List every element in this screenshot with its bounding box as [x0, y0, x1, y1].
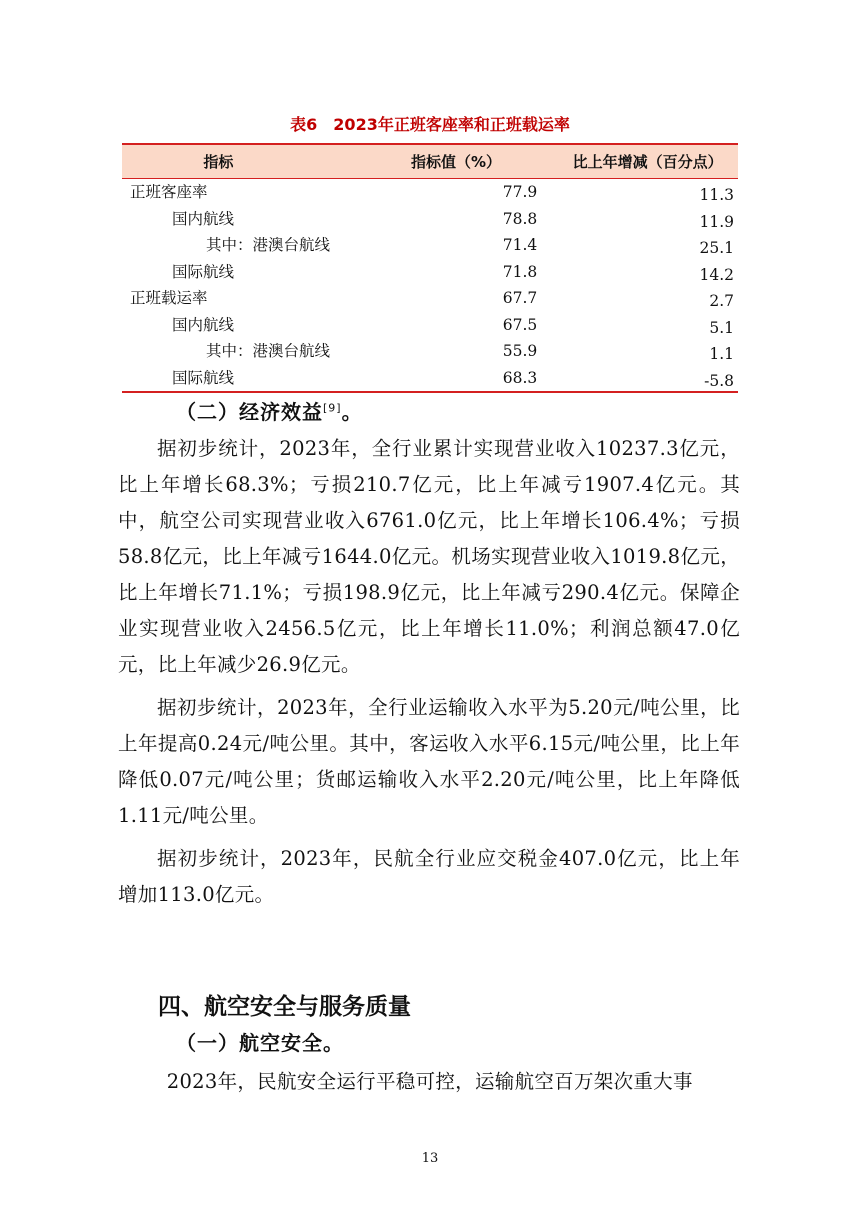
row-label: 正班载运率 — [130, 289, 208, 307]
row-value: 67.7 — [502, 289, 538, 307]
column-header-indicator: 指标 — [122, 144, 375, 179]
table-row — [122, 259, 738, 286]
row-value: 68.3 — [375, 365, 562, 393]
row-label: 其中：港澳台航线 — [206, 342, 331, 360]
table-header-row — [122, 144, 738, 179]
row-change-cell — [561, 312, 738, 339]
heading-end-punct: 。 — [341, 400, 363, 424]
row-change-cell — [561, 285, 738, 312]
row-change-cell — [561, 365, 738, 393]
row-change: 25.1 — [699, 239, 734, 257]
row-label: 国际航线 — [122, 365, 375, 393]
load-factor-table — [122, 143, 738, 393]
row-change: 11.3 — [699, 186, 734, 204]
row-change-cell — [561, 179, 738, 206]
row-label: 国内航线 — [172, 209, 235, 228]
row-label: 其中：港澳台航线 — [206, 236, 331, 254]
section-heading-economic — [176, 396, 363, 425]
table-row — [122, 285, 738, 312]
column-header-value: 指标值（%） — [375, 144, 562, 179]
table-row — [122, 179, 738, 206]
table-row — [122, 312, 738, 339]
row-label: 正班客座率 — [130, 183, 208, 201]
row-label: 国际航线 — [172, 262, 235, 281]
revenue-paragraph: 据初步统计，2023年，全行业累计实现营业收入10237.3亿元，比上年增长68.3%；亏损210.7亿元，比上年减亏1907.4亿元。其中，航空公司实现营业收入6761.0亿元，比上年增长106.4%；亏损58.8亿元，比上年减亏1644.0亿元。机场实现营业收入1019.8亿元，比上年增长71.1%；亏损198.9亿元，比上年减亏290.4亿元。保障企业实现营业收入2456.5亿元，比上年增长11.0%；利润总额47.0亿元，比上年减少26.9亿元。 — [118, 437, 740, 676]
table-row — [122, 365, 738, 393]
row-change: -5.8 — [704, 371, 734, 390]
tax-paragraph: 据初步统计，2023年，民航全行业应交税金407.0亿元，比上年增加113.0亿元。 — [118, 847, 740, 906]
table-row — [122, 232, 738, 259]
row-value: 78.8 — [502, 209, 538, 228]
row-value: 71.8 — [502, 262, 538, 281]
row-value: 77.9 — [502, 183, 538, 201]
section-heading-safety: 四、航空安全与服务质量 — [158, 994, 411, 1020]
transport-income-paragraph: 据初步统计，2023年，全行业运输收入水平为5.20元/吨公里，比上年提高0.24元/吨公里。其中，客运收入水平6.15元/吨公里，比上年降低0.07元/吨公里；货邮运输收入水平2.20元/吨公里，比上年降低1.11元/吨公里。 — [118, 696, 740, 827]
footnote-ref: [9] — [323, 401, 342, 415]
row-value: 71.4 — [502, 236, 538, 254]
row-change: 11.9 — [699, 212, 734, 231]
table-body — [122, 179, 738, 393]
safety-body — [118, 1064, 740, 1100]
row-change: 1.1 — [709, 345, 734, 363]
economic-body — [118, 431, 740, 913]
table-row — [122, 338, 738, 365]
row-change: 5.1 — [709, 318, 734, 337]
economic-heading-text: （二）经济效益 — [176, 400, 323, 424]
row-change-cell — [561, 338, 738, 365]
row-change: 2.7 — [709, 292, 734, 310]
row-change-cell — [561, 206, 738, 233]
row-value: 67.5 — [502, 315, 538, 334]
table-row — [122, 206, 738, 233]
column-header-change: 比上年增减（百分点） — [561, 144, 738, 179]
row-value: 55.9 — [502, 342, 538, 360]
table-title — [0, 112, 860, 135]
safety-paragraph: 2023年，民航安全运行平稳可控，运输航空百万架次重大事 — [166, 1070, 693, 1093]
page-number: 13 — [421, 1151, 439, 1166]
table-title-text: 2023年正班客座率和正班载运率 — [333, 115, 570, 134]
row-label: 国内航线 — [172, 315, 235, 334]
row-change-cell — [561, 232, 738, 259]
row-change: 14.2 — [699, 265, 734, 284]
row-change-cell — [561, 259, 738, 286]
sub-heading-aviation-safety: （一）航空安全。 — [176, 1031, 344, 1055]
table-number: 表6 — [290, 115, 318, 134]
